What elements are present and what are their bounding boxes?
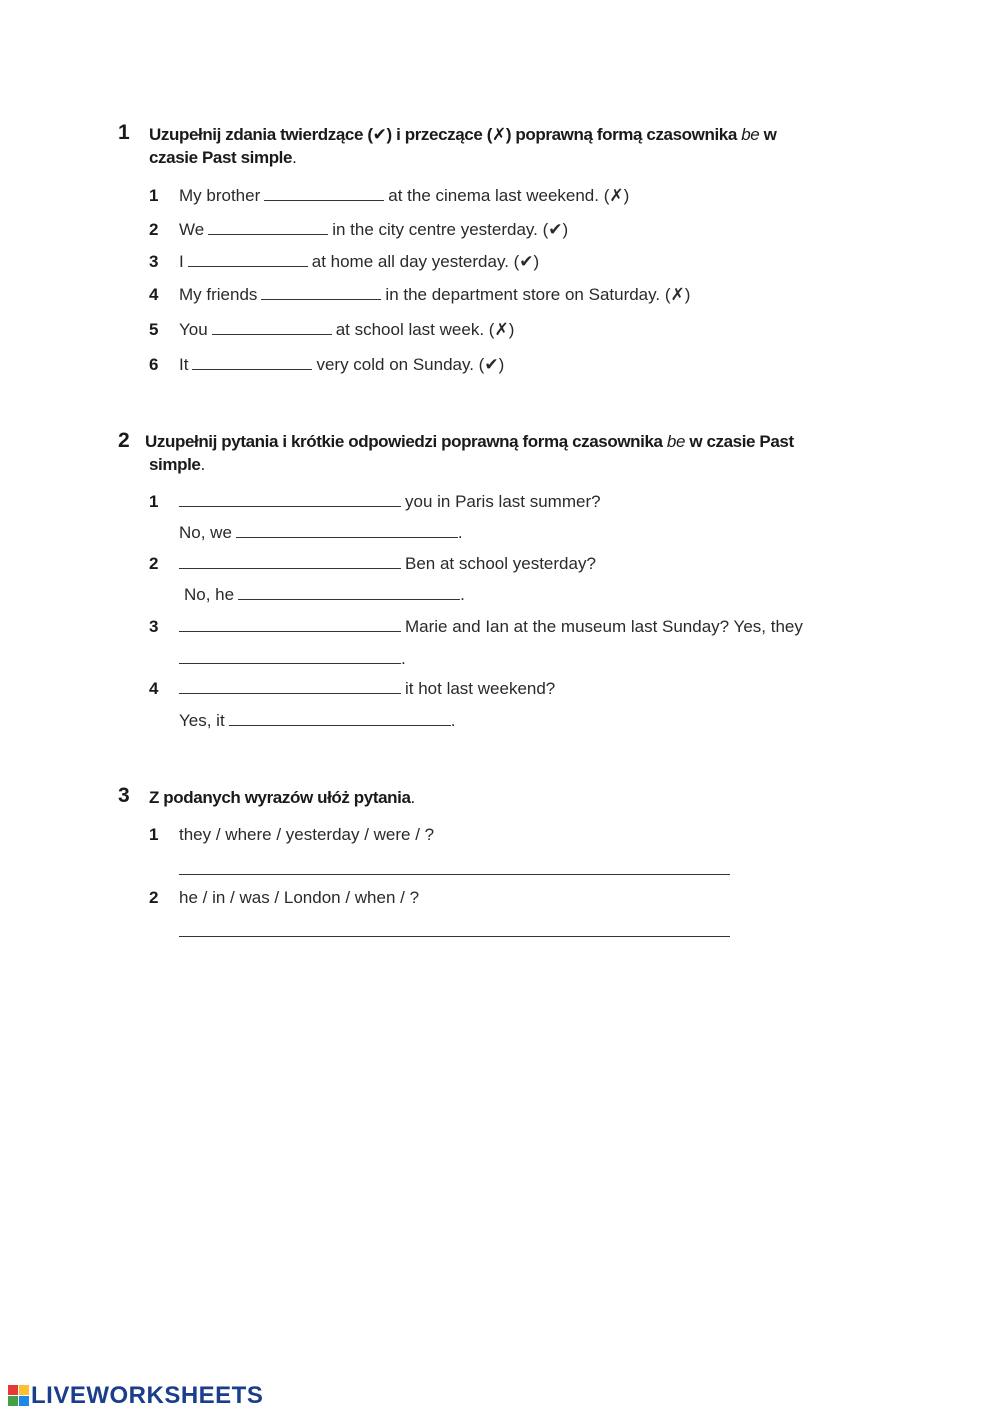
item-text: ) [533, 252, 540, 271]
answer-blank[interactable] [238, 585, 460, 600]
item-text: at school last week. ( [335, 320, 495, 339]
s1-item [179, 220, 568, 240]
s2-item-number: 3 [149, 617, 159, 636]
s2-question [179, 554, 596, 574]
instruction-text: ) poprawną formą czasownika [505, 125, 742, 144]
section-3-instruction [149, 788, 415, 808]
cross-icon: ✗ [609, 186, 624, 205]
brand-name: LIVEWORKSHEETS [31, 1382, 264, 1409]
instruction-text: czasie Past simple [149, 148, 293, 167]
item-text: very cold on Sunday. ( [316, 355, 485, 374]
answer-blank[interactable] [212, 320, 332, 335]
item-text: My friends [179, 285, 258, 304]
cross-icon: ✗ [491, 125, 506, 144]
section-1-number: 1 [118, 121, 130, 144]
liveworksheets-logo-icon [8, 1385, 30, 1407]
cross-icon: ✗ [494, 320, 509, 339]
s3-item-number: 2 [149, 888, 159, 907]
item-text: . [457, 523, 463, 542]
instruction-text: Uzupełnij zdania twierdzące ( [149, 125, 373, 144]
section-2-instruction-line2 [149, 455, 205, 475]
s1-item-number: 5 [149, 320, 159, 339]
item-text: It [179, 355, 189, 374]
item-text: We [179, 220, 205, 239]
footer-logo[interactable] [8, 1382, 263, 1410]
instruction-text: simple [149, 455, 201, 474]
section-1-instruction [149, 125, 776, 145]
s2-question [179, 679, 555, 699]
answer-blank[interactable] [179, 679, 401, 694]
instruction-text: w [759, 125, 777, 144]
s2-answer [179, 711, 455, 731]
item-text: Ben at school yesterday? [405, 554, 596, 573]
item-text: ) [508, 320, 515, 339]
item-text: at the cinema last weekend. ( [388, 186, 610, 205]
s2-item-number: 2 [149, 554, 159, 573]
s1-item [179, 320, 514, 340]
item-text: . [460, 585, 465, 604]
item-text: Marie and Ian at the museum last Sunday? Yes, they [405, 617, 803, 636]
answer-blank[interactable] [188, 252, 308, 267]
answer-blank[interactable] [179, 492, 401, 507]
s1-item [179, 355, 504, 375]
item-text: You [179, 320, 208, 339]
item-text: you in Paris last summer? [405, 492, 601, 511]
answer-blank[interactable] [236, 523, 458, 538]
s2-item-number: 4 [149, 679, 159, 698]
s1-item [179, 252, 539, 272]
item-text: Yes, it [179, 711, 225, 730]
s2-answer [184, 585, 465, 605]
item-text: . [450, 711, 456, 730]
instruction-text: ) i przeczące ( [386, 125, 492, 144]
answer-blank[interactable] [179, 554, 401, 569]
item-text: in the city centre yesterday. ( [332, 220, 549, 239]
answer-blank[interactable] [208, 220, 328, 235]
section-3-number: 3 [118, 784, 130, 807]
s1-item-number: 4 [149, 285, 159, 304]
section-2-instruction [145, 432, 794, 452]
cross-icon: ✗ [670, 285, 685, 304]
instruction-text: Uzupełnij pytania i krótkie odpowiedzi poprawną formą czasownika [145, 432, 667, 451]
s1-item [179, 186, 629, 206]
verb-be: be [741, 125, 760, 144]
check-icon: ✔ [372, 125, 387, 144]
answer-line[interactable] [179, 874, 730, 875]
item-text: it hot last weekend? [405, 679, 556, 698]
check-icon: ✔ [484, 355, 499, 374]
item-text: in the department store on Saturday. ( [385, 285, 671, 304]
s1-item [179, 285, 690, 305]
s2-question [179, 617, 803, 637]
s2-answer [179, 649, 406, 669]
instruction-text: . [292, 148, 297, 167]
answer-blank[interactable] [179, 649, 401, 664]
check-icon: ✔ [519, 252, 534, 271]
s1-item-number: 6 [149, 355, 159, 374]
answer-blank[interactable] [192, 355, 312, 370]
s1-item-number: 2 [149, 220, 159, 239]
s3-words: he / in / was / London / when / ? [179, 888, 420, 907]
answer-blank[interactable] [179, 617, 401, 632]
item-text: . [401, 649, 406, 668]
answer-blank[interactable] [261, 285, 381, 300]
item-text: My brother [179, 186, 261, 205]
item-text: No, he [184, 585, 235, 604]
item-text: ) [684, 285, 691, 304]
item-text: ) [498, 355, 505, 374]
answer-line[interactable] [179, 936, 730, 937]
s3-words: they / where / yesterday / were / ? [179, 825, 435, 844]
item-text: at home all day yesterday. ( [311, 252, 520, 271]
instruction-text: . [200, 455, 205, 474]
instruction-text: w czasie Past [685, 432, 794, 451]
answer-blank[interactable] [229, 711, 451, 726]
check-icon: ✔ [548, 220, 563, 239]
section-2-number: 2 [118, 429, 130, 452]
item-text: I [179, 252, 184, 271]
instruction-text: . [410, 788, 415, 807]
s2-question [179, 492, 601, 512]
instruction-text: Z podanych wyrazów ułóż pytania [149, 788, 411, 807]
item-text: ) [623, 186, 630, 205]
answer-blank[interactable] [264, 186, 384, 201]
s2-item-number: 1 [149, 492, 159, 511]
s1-item-number: 3 [149, 252, 159, 271]
item-text: No, we [179, 523, 232, 542]
s1-item-number: 1 [149, 186, 159, 205]
section-1-instruction-line2 [149, 148, 296, 168]
s3-item-number: 1 [149, 825, 159, 844]
verb-be: be [666, 432, 685, 451]
s2-answer [179, 523, 463, 543]
item-text: ) [562, 220, 569, 239]
